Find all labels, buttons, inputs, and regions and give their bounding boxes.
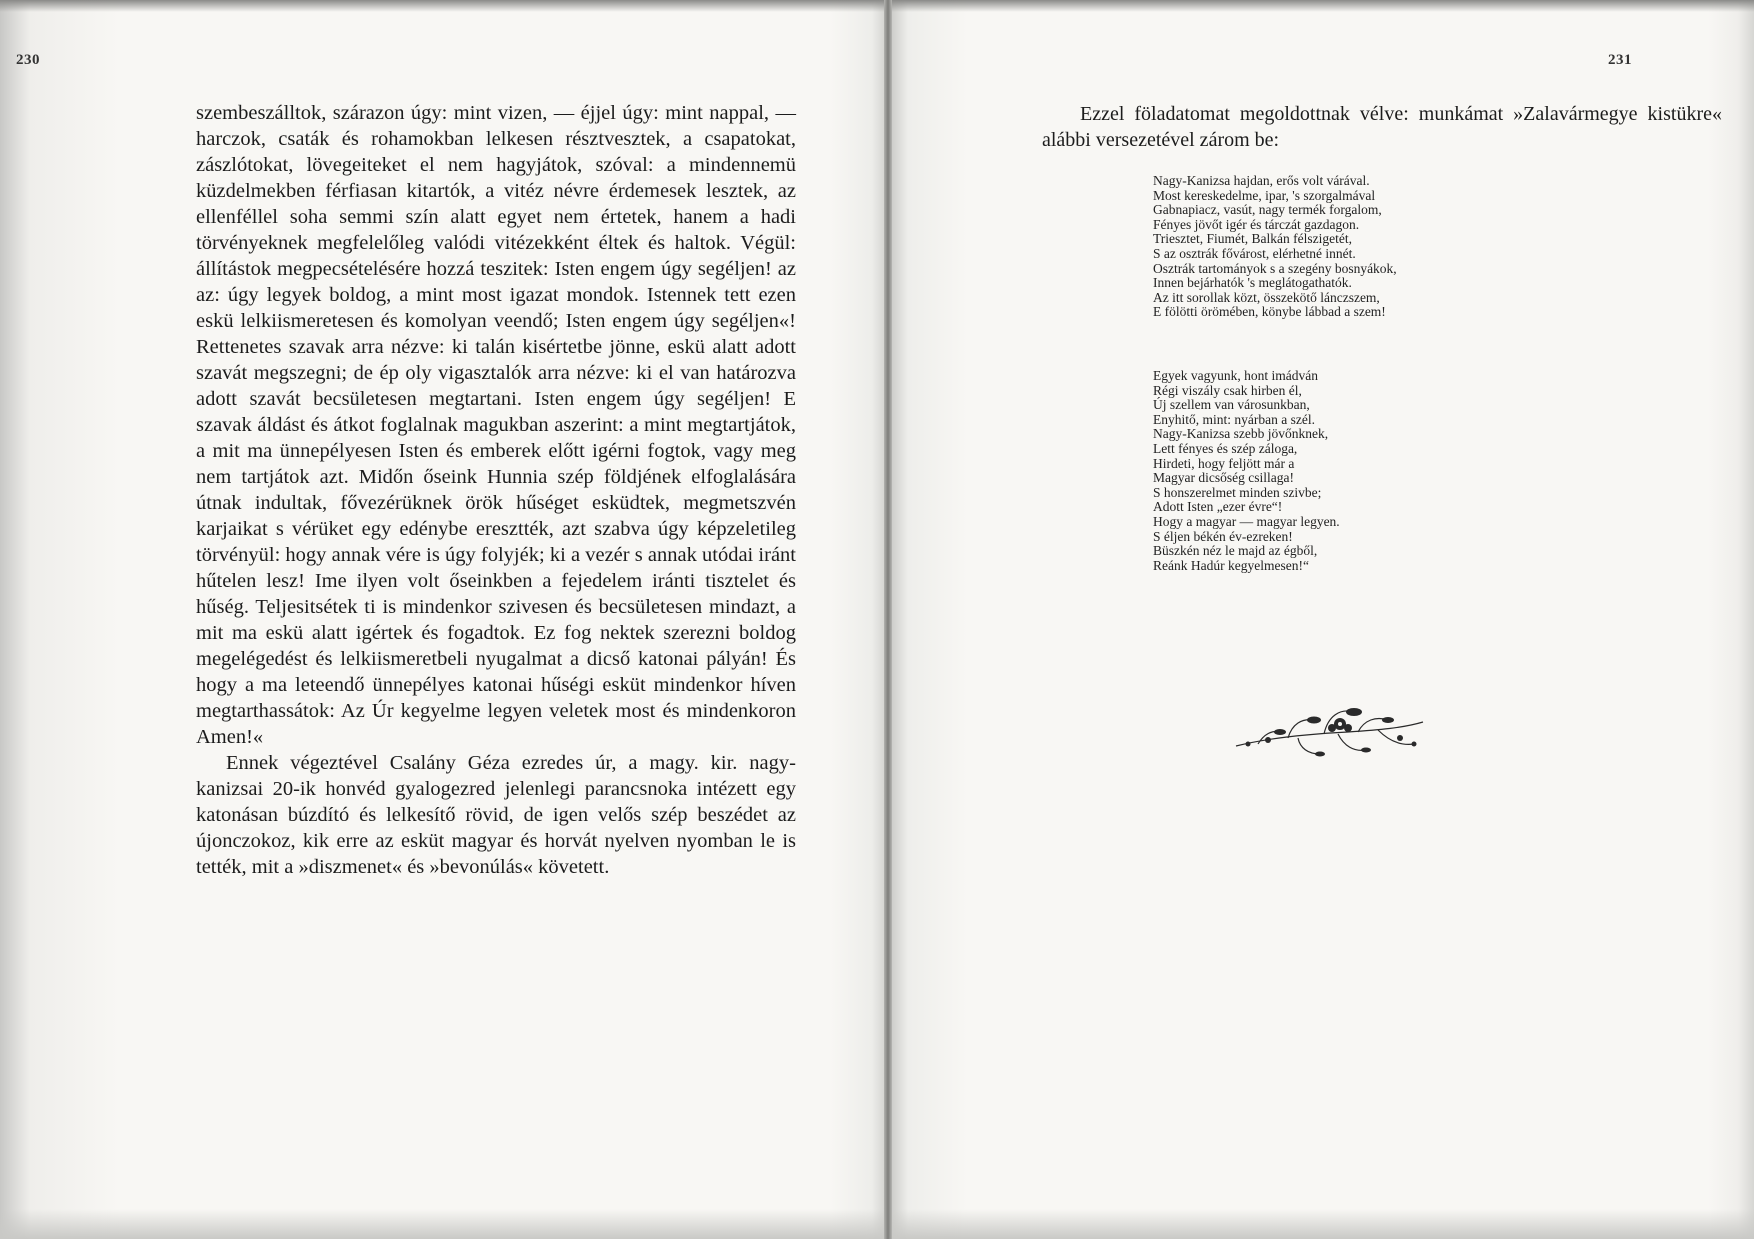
poem-stanza-1 xyxy=(1153,174,1593,320)
poem-line: Hogy a magyar — magyar legyen. xyxy=(1153,513,1340,529)
poem-line: Enyhitő, mint: nyárban a szél. xyxy=(1153,411,1315,427)
poem-line: Hirdeti, hogy feljött már a xyxy=(1153,455,1295,471)
poem-line: Lett fényes és szép záloga, xyxy=(1153,440,1298,456)
floral-vignette-icon xyxy=(1228,694,1428,762)
poem-line: S honszerelmet minden szivbe; xyxy=(1153,484,1322,500)
poem-line: Most kereskedelme, ipar, 's szorgalmával xyxy=(1153,187,1376,203)
page-top-shadow xyxy=(0,0,888,12)
poem-line: Nagy-Kanizsa szebb jövőnknek, xyxy=(1153,426,1329,442)
poem-line: E fölötti örömében, könybe lábbad a szem! xyxy=(1153,304,1386,320)
poem-line: Új szellem van városunkban, xyxy=(1153,397,1310,413)
page-bottom-shadow xyxy=(888,1209,1754,1239)
paragraph-oath: szembeszálltok, szárazon úgy: mint vizen, — éjjel úgy: mint nappal, — harczok, csaták és rohamokban lelkesen résztvesztek, a csapatokat, zászlótokat, lövegeiteket el nem hagyjátok, szóval: a mindennemü küzdelmekben férfiasan kitartók, a vitéz névre érdemesek lesztek, az ellenféllel soha semmi szín alatt egyet nem értetek, hanem a hadi törvényeknek megfelelőleg valódi vitézekként éltek és haltok. Végül: állítástok megpecsételésére hozzá teszitek: Isten engem úgy segéljen! az az: úgy legyek boldog, a mint most igazat mondok. Istennek tett ezen eskü lelkiismeretesen és komolyan veendő; Isten engem úgy segéljen«! Rettenetes szavak arra nézve: ki talán kisértetbe jönne, eskü alatt adott szavát megszegni; de ép oly vigasztalók arra nézve: ki el van határozva adott szavát becsületesen megtartani. Isten engem úgy segéljen! E szavak áldást és átkot foglalnak magukban aszerint: a mint megtartjátok, a mit ma ünnepélyesen Isten és emberek előtt igérni fogtok, vagy meg nem tartjátok azt. Midőn őseink Hunnia szép földjének elfoglalására útnak indultak, fővezérüknek örök hűséget esküdtek, megmetszvén karjaikat s vérüket egy edénybe eresztték, azt szabva úgy képzeletileg törvényül: hogy annak vére is úgy folyjék; ki a vezér s annak utódai iránt hűtelen lesz! Ime ilyen volt őseinkben a fejedelem iránti tisztelet és hűség. Teljesitsétek ti is mindenkor szivesen és becsületesen mindazt, a mit ma eskü alatt igértek és fogadtok. Ez fog nektek szerezni boldog megelégedést és lelkiismeretbeli nyugalmat a dicső katonai pályán! És hogy a ma leteendő ünnepélyes katonai hűségi esküt mindenkor híven megtarthassátok: Az Úr kegyelme legyen veletek most és mindenkoron Amen!« xyxy=(196,102,796,748)
left-body-text xyxy=(196,100,796,880)
poem-line: Nagy-Kanizsa hajdan, erős volt várával. xyxy=(1153,173,1370,188)
poem-line: Az itt sorollak közt, összekötő lánczszem, xyxy=(1153,289,1380,305)
page-top-shadow xyxy=(888,0,1754,12)
right-page xyxy=(888,0,1754,1239)
poem-line: Magyar dicsőség csillaga! xyxy=(1153,470,1294,486)
poem-line: S az osztrák fővárost, elérhetné innét. xyxy=(1153,245,1356,261)
poem-line: Gabnapiacz, vasút, nagy termék forgalom, xyxy=(1153,202,1382,218)
page-number-right: 231 xyxy=(1608,52,1632,68)
book-gutter xyxy=(884,0,892,1239)
intro-paragraph: Ezzel föladatomat megoldottnak vélve: munkámat »Zalavármegye kistükre« alábbi versezetével zárom be: xyxy=(1042,103,1722,151)
poem-line: S éljen békén év-ezreken! xyxy=(1153,528,1293,544)
poem-line: Innen bejárhatók 's meglátogathatók. xyxy=(1153,275,1352,291)
poem-line: Reánk Hadúr kegyelmesen!“ xyxy=(1153,557,1309,573)
page-number-left: 230 xyxy=(16,52,40,68)
poem-line: Fényes jövőt igér és tárczát gazdagon. xyxy=(1153,216,1360,232)
poem-line: Adott Isten „ezer évre“! xyxy=(1153,499,1283,515)
poem-line: Büszkén néz le majd az égből, xyxy=(1153,543,1318,559)
page-bottom-shadow xyxy=(0,1209,888,1239)
poem-line: Egyek vagyunk, hont imádván xyxy=(1153,368,1318,383)
poem-line: Régi viszály csak hirben él, xyxy=(1153,382,1302,398)
poem-stanza-2 xyxy=(1153,369,1593,573)
poem-line: Triesztet, Fiumét, Balkán félszigetét, xyxy=(1153,231,1352,247)
poem-line: Osztrák tartományok s a szegény bosnyákok, xyxy=(1153,260,1397,276)
paragraph-ceremony: Ennek végeztével Csalány Géza ezredes úr, a magy. kir. nagy-kanizsai 20-ik honvéd gyalogezred jelenlegi parancsnoka intézett egy katonásan búzdító és lelkesítő rövid, de igen velős szép beszédet az újonczokoz, kik erre az esküt magyar és horvát nyelven nyomban le is tették, mit a »diszmenet« és »bevonúlás« követett. xyxy=(196,752,796,878)
